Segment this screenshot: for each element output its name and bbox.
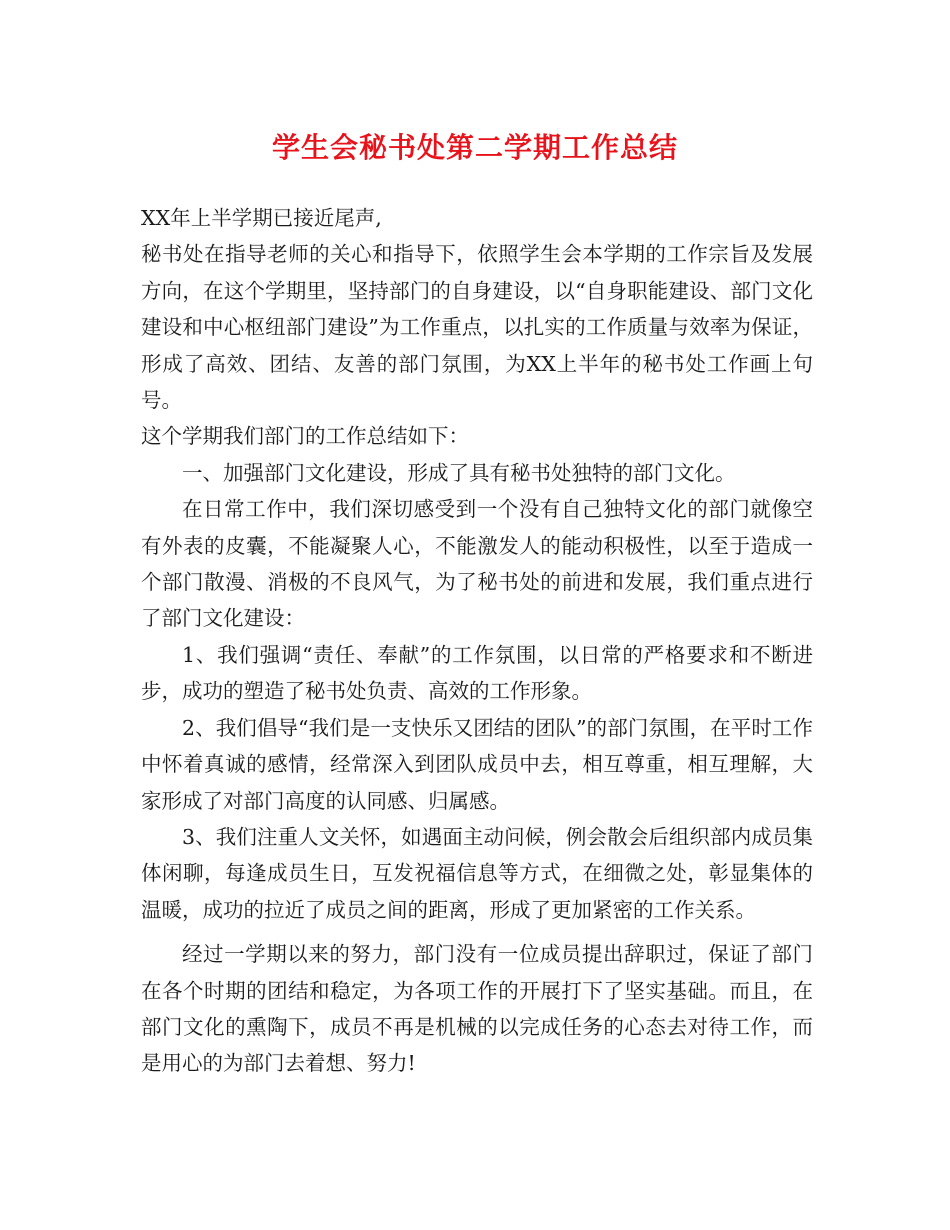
document-body: [141, 200, 813, 1082]
document-title: 学生会秘书处第二学期工作总结: [271, 131, 678, 164]
paragraph-opening: XX年上半学期已接近尾声,: [141, 206, 382, 230]
list-item-3: 3、我们注重人文关怀，如遇面主动问候，例会散会后组织部内成员集体闲聊，每逢成员生日，互发祝福信息等方式，在细微之处，彰显集体的温暖，成功的拉近了成员之间的距离，形成了更加紧密的工作关系。: [141, 824, 813, 922]
paragraph-summary-lead: 这个学期我们部门的工作总结如下：: [141, 424, 469, 449]
list-item-2: 2、我们倡导“我们是一支快乐又团结的团队”的部门氛围，在平时工作中怀着真诚的感情，经常深入到团队成员中去，相互尊重，相互理解，大家形成了对部门高度的认同感、归属感。: [141, 715, 813, 813]
paragraph-intro: 秘书处在指导老师的关心和指导下，依照学生会本学期的工作宗旨及发展方向，在这个学期里，坚持部门的自身建设，以“自身职能建设、部门文化建设和中心枢纽部门建设”为工作重点，以扎实的工作质量与效率为保证，形成了高效、团结、友善的部门氛围，为XX上半年的秘书处工作画上句号。: [141, 242, 813, 413]
paragraph-culture: 在日常工作中，我们深切感受到一个没有自己独特文化的部门就像空有外表的皮囊，不能凝聚人心，不能激发人的能动积极性，以至于造成一个部门散漫、消极的不良风气，为了秘书处的前进和发展，我们重点进行了部门文化建设：: [141, 497, 813, 631]
section-heading-1: 一、加强部门文化建设，形成了具有秘书处独特的部门文化。: [182, 460, 736, 485]
paragraph-conclusion: 经过一学期以来的努力，部门没有一位成员提出辞职过，保证了部门在各个时期的团结和稳定，为各项工作的开展打下了坚实基础。而且，在部门文化的熏陶下，成员不再是机械的以完成任务的心态去对待工作，而是用心的为部门去着想、努力!: [141, 942, 813, 1076]
list-item-1: 1、我们强调“责任、奉献”的工作氛围，以日常的严格要求和不断进步，成功的塑造了秘书处负责、高效的工作形象。: [141, 642, 813, 704]
